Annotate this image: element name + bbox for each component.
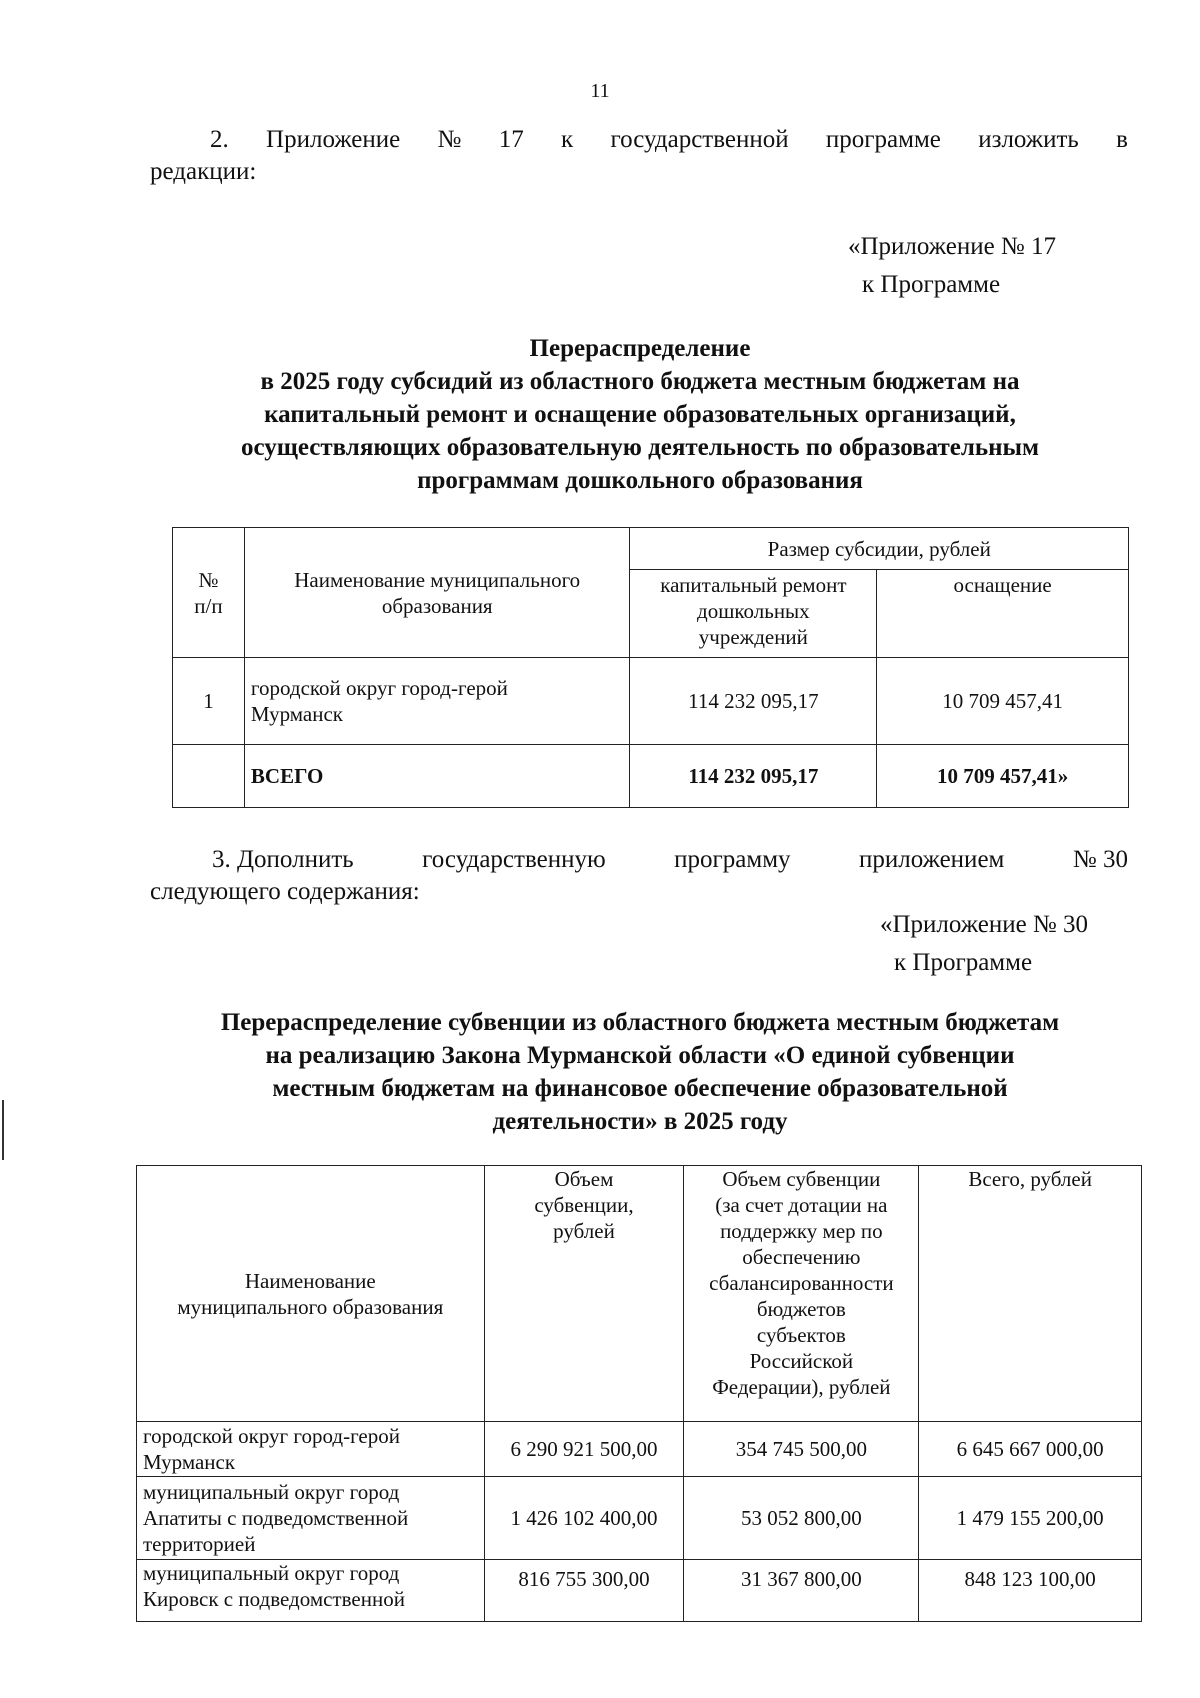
item-2-word: 2.: [210, 126, 229, 153]
appendix-17-line-2: к Программе: [862, 271, 1001, 298]
table-row: [137, 1560, 1142, 1622]
row-total-value: 1 479 155 200,00: [919, 1477, 1142, 1560]
appendix-30-line-1: «Приложение № 30: [880, 911, 1089, 938]
item-2-word: программе: [825, 126, 941, 153]
header-subsidy-size: Размер субсидии, рублей: [630, 528, 1129, 570]
table-2-title: [150, 1006, 1130, 1138]
table-row: [173, 658, 1129, 745]
item-3-word: программу: [674, 846, 791, 873]
row-capital-repair-value: 114 232 095,17: [630, 658, 877, 745]
item-2-word: к: [560, 126, 574, 153]
table-row: [137, 1422, 1142, 1477]
row-equipment-value: 10 709 457,41: [877, 658, 1129, 745]
row-total-value: 6 645 667 000,00: [919, 1422, 1142, 1477]
item-3-word: приложением: [859, 846, 1005, 873]
item-2-word: государственной: [610, 126, 789, 153]
total-label: ВСЕГО: [244, 745, 630, 808]
header-municipality-name: Наименование муниципального образования: [137, 1166, 485, 1422]
item-2-word: №: [437, 126, 462, 153]
table-1-header-row: [173, 528, 1129, 570]
row-support-value: 31 367 800,00: [684, 1560, 919, 1622]
item-3-word: № 30: [1072, 846, 1128, 873]
item-2-word: Приложение: [266, 126, 401, 153]
total-row: [173, 745, 1129, 808]
row-support-value: 354 745 500,00: [684, 1422, 919, 1477]
item-2-line-1: [150, 124, 1128, 156]
subvention-table: [136, 1165, 1142, 1622]
header-subvention-support-volume: Объем субвенции (за счет дотации на поддержку мер по обеспечению сбалансированности бюджетов субъектов Российской Федерации), рублей: [684, 1166, 919, 1422]
table-2-title-line: на реализацию Закона Мурманской области «О единой субвенции: [265, 1042, 1015, 1069]
table-2-title-line: Перераспределение субвенции из областного бюджета местным бюджетам: [220, 1009, 1060, 1036]
table-2-title-line: деятельности» в 2025 году: [492, 1108, 788, 1135]
item-2-paragraph: [150, 124, 1128, 188]
row-municipality-name: городской округ город-герой Мурманск: [244, 658, 630, 745]
header-municipality-name: Наименование муниципального образования: [244, 528, 630, 658]
total-equipment-value: 10 709 457,41»: [877, 745, 1129, 808]
appendix-30-caption: [880, 906, 1088, 982]
row-support-value: 53 052 800,00: [684, 1477, 919, 1560]
table-1-title: [150, 332, 1130, 497]
item-2-word: 17: [498, 126, 524, 153]
appendix-17-line-1: «Приложение № 17: [848, 233, 1057, 260]
item-3-line-2: следующего содержания:: [150, 878, 420, 905]
header-total: Всего, рублей: [919, 1166, 1142, 1422]
header-capital-repair: капитальный ремонт дошкольных учреждений: [630, 570, 877, 658]
appendix-17-caption: [848, 228, 1056, 304]
row-total-value: 848 123 100,00: [919, 1560, 1142, 1622]
table-1-title-line: в 2025 году субсидий из областного бюджета местным бюджетам на: [260, 368, 1020, 395]
row-subvention-value: 6 290 921 500,00: [484, 1422, 684, 1477]
row-num: 1: [173, 658, 245, 745]
table-2-header-row: [137, 1166, 1142, 1422]
total-capital-repair-value: 114 232 095,17: [630, 745, 877, 808]
table-row: [137, 1477, 1142, 1560]
row-subvention-value: 1 426 102 400,00: [484, 1477, 684, 1560]
item-2-word: изложить: [978, 126, 1079, 153]
item-2-line-2: редакции:: [150, 158, 257, 185]
table-1-title-line: капитальный ремонт и оснащение образовательных организаций,: [264, 401, 1016, 428]
total-num-empty: [173, 745, 245, 808]
table-1-title-line: Перераспределение: [529, 335, 751, 362]
table-1-title-line: осуществляющих образовательную деятельность по образовательным: [240, 434, 1040, 461]
row-municipality-name: муниципальный округ город Кировск с подведомственной: [137, 1560, 485, 1622]
item-3-word: 3. Дополнить: [212, 846, 354, 873]
row-municipality-name: городской округ город-герой Мурманск: [137, 1422, 485, 1477]
appendix-30-line-2: к Программе: [894, 949, 1033, 976]
table-1-title-line: программам дошкольного образования: [417, 467, 863, 494]
item-3-paragraph: [150, 844, 1128, 908]
subsidy-table: [172, 527, 1129, 808]
row-subvention-value: 816 755 300,00: [484, 1560, 684, 1622]
page-number: 11: [590, 80, 610, 102]
header-equipment: оснащение: [877, 570, 1129, 658]
item-3-line-1: [150, 844, 1128, 876]
row-municipality-name: муниципальный округ город Апатиты с подведомственной территорией: [137, 1477, 485, 1560]
header-subvention-volume: Объем субвенции, рублей: [484, 1166, 684, 1422]
item-2-word: в: [1116, 126, 1128, 153]
item-3-word: государственную: [422, 846, 606, 873]
table-2-title-line: местным бюджетам на финансовое обеспечение образовательной: [272, 1075, 1008, 1102]
scan-margin-mark: [2, 1100, 4, 1160]
header-num: № п/п: [173, 528, 245, 658]
